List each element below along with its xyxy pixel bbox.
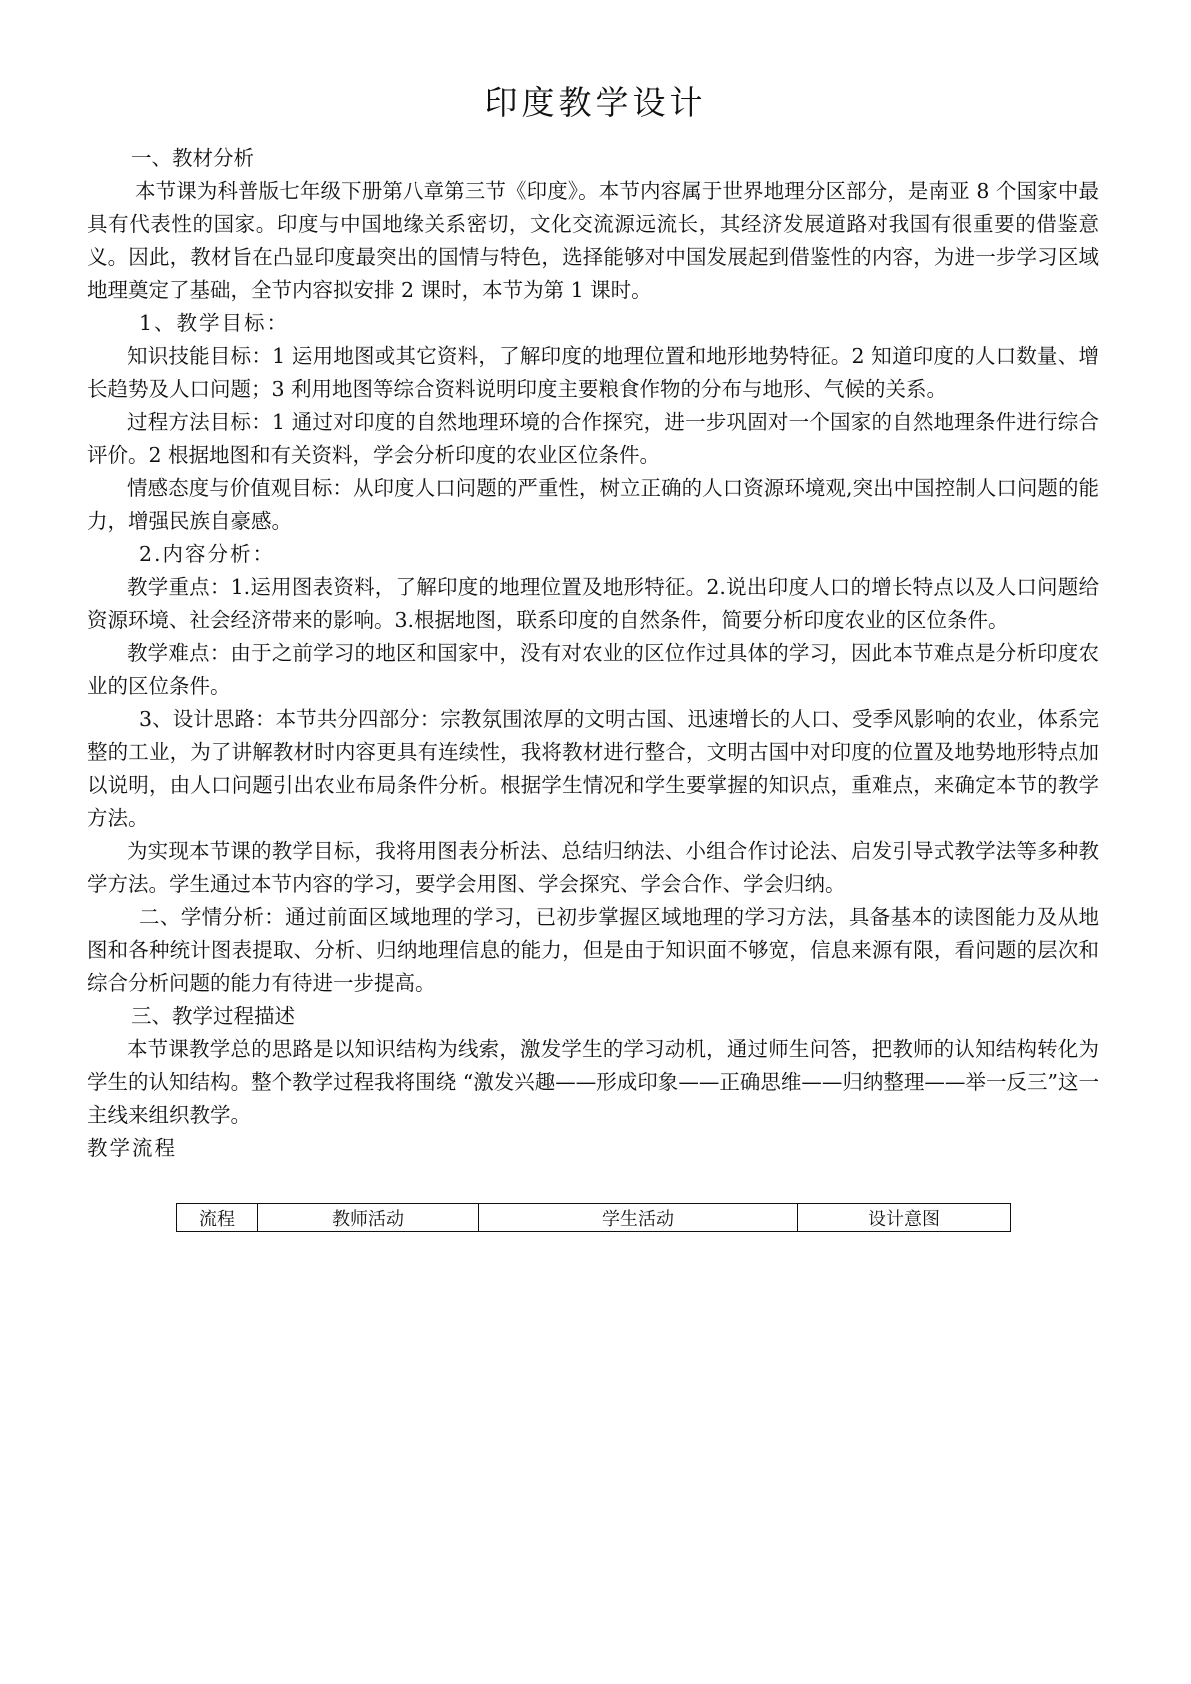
teaching-methods-paragraph: 为实现本节课的教学目标，我将用图表分析法、总结归纳法、小组合作讨论法、启发引导式教学法等多种教学方法。学生通过本节内容的学习，要学会用图、学会探究、学会合作、学会归纳。 [87, 839, 1099, 896]
teaching-goals-heading: 1、教学目标： [139, 311, 290, 335]
knowledge-goal-paragraph: 知识技能目标：1 运用地图或其它资料，了解印度的地理位置和地形地势特征。2 知道印度的人口数量、增长趋势及人口问题；3 利用地图等综合资料说明印度主要粮食作物的分布与地形、气候的关系。 [87, 344, 1099, 401]
section-heading-material-analysis: 一、教材分析 [131, 146, 254, 170]
column-header-teacher-activity: 教师活动 [258, 1204, 479, 1232]
key-points-paragraph: 教学重点：1.运用图表资料，了解印度的地理位置及地形特征。2.说出印度人口的增长特点以及人口问题给资源环境、社会经济带来的影响。3.根据地图，联系印度的自然条件，简要分析印度农业的区位条件。 [87, 575, 1099, 632]
document-body [87, 142, 1099, 1165]
difficulties-paragraph: 教学难点：由于之前学习的地区和国家中，没有对农业的区位作过具体的学习，因此本节难点是分析印度农业的区位条件。 [87, 641, 1099, 698]
emotion-goal-paragraph: 情感态度与价值观目标：从印度人口问题的严重性，树立正确的人口资源环境观,突出中国控制人口问题的能力，增强民族自豪感。 [87, 476, 1099, 533]
teaching-process-heading: 三、教学过程描述 [131, 1004, 295, 1028]
process-goal-paragraph: 过程方法目标：1 通过对印度的自然地理环境的合作探究，进一步巩固对一个国家的自然地理条件进行综合评价。2 根据地图和有关资料，学会分析印度的农业区位条件。 [87, 410, 1099, 467]
content-analysis-heading: 2.内容分析： [139, 542, 276, 566]
teaching-flow-table [176, 1203, 1011, 1232]
teaching-process-paragraph: 本节课教学总的思路是以知识结构为线索，激发学生的学习动机，通过师生问答，把教师的认知结构转化为学生的认知结构。整个教学过程我将围绕 “激发兴趣——形成印象——正确思维——归纳整理——举一反三”这一主线来组织教学。 [87, 1037, 1099, 1127]
design-idea-paragraph: 3、设计思路：本节共分四部分：宗教氛围浓厚的文明古国、迅速增长的人口、受季风影响的农业，体系完整的工业，为了讲解教材时内容更具有连续性，我将教材进行整合，文明古国中对印度的位置及地势地形特点加以说明，由人口问题引出农业布局条件分析。根据学生情况和学生要掌握的知识点，重难点，来确定本节的教学方法。 [87, 707, 1099, 830]
document-title: 印度教学设计 [484, 83, 707, 122]
teaching-flow-label: 教学流程 [87, 1136, 177, 1160]
learner-analysis-paragraph: 二、学情分析：通过前面区域地理的学习，已初步掌握区域地理的学习方法，具备基本的读图能力及从地图和各种统计图表提取、分析、归纳地理信息的能力，但是由于知识面不够宽，信息来源有限，看问题的层次和综合分析问题的能力有待进一步提高。 [87, 905, 1099, 995]
material-analysis-paragraph: 本节课为科普版七年级下册第八章第三节《印度》。本节内容属于世界地理分区部分，是南亚 8 个国家中最具有代表性的国家。印度与中国地缘关系密切，文化交流源远流长，其经济发展道路对我国有很重要的借鉴意义。因此，教材旨在凸显印度最突出的国情与特色，选择能够对中国发展起到借鉴性的内容，为进一步学习区域地理奠定了基础，全节内容拟安排 2 课时，本节为第 1 课时。 [87, 179, 1099, 302]
column-header-flow: 流程 [177, 1204, 258, 1232]
table-header-row [177, 1204, 1011, 1232]
column-header-student-activity: 学生活动 [479, 1204, 798, 1232]
column-header-design-intent: 设计意图 [798, 1204, 1011, 1232]
